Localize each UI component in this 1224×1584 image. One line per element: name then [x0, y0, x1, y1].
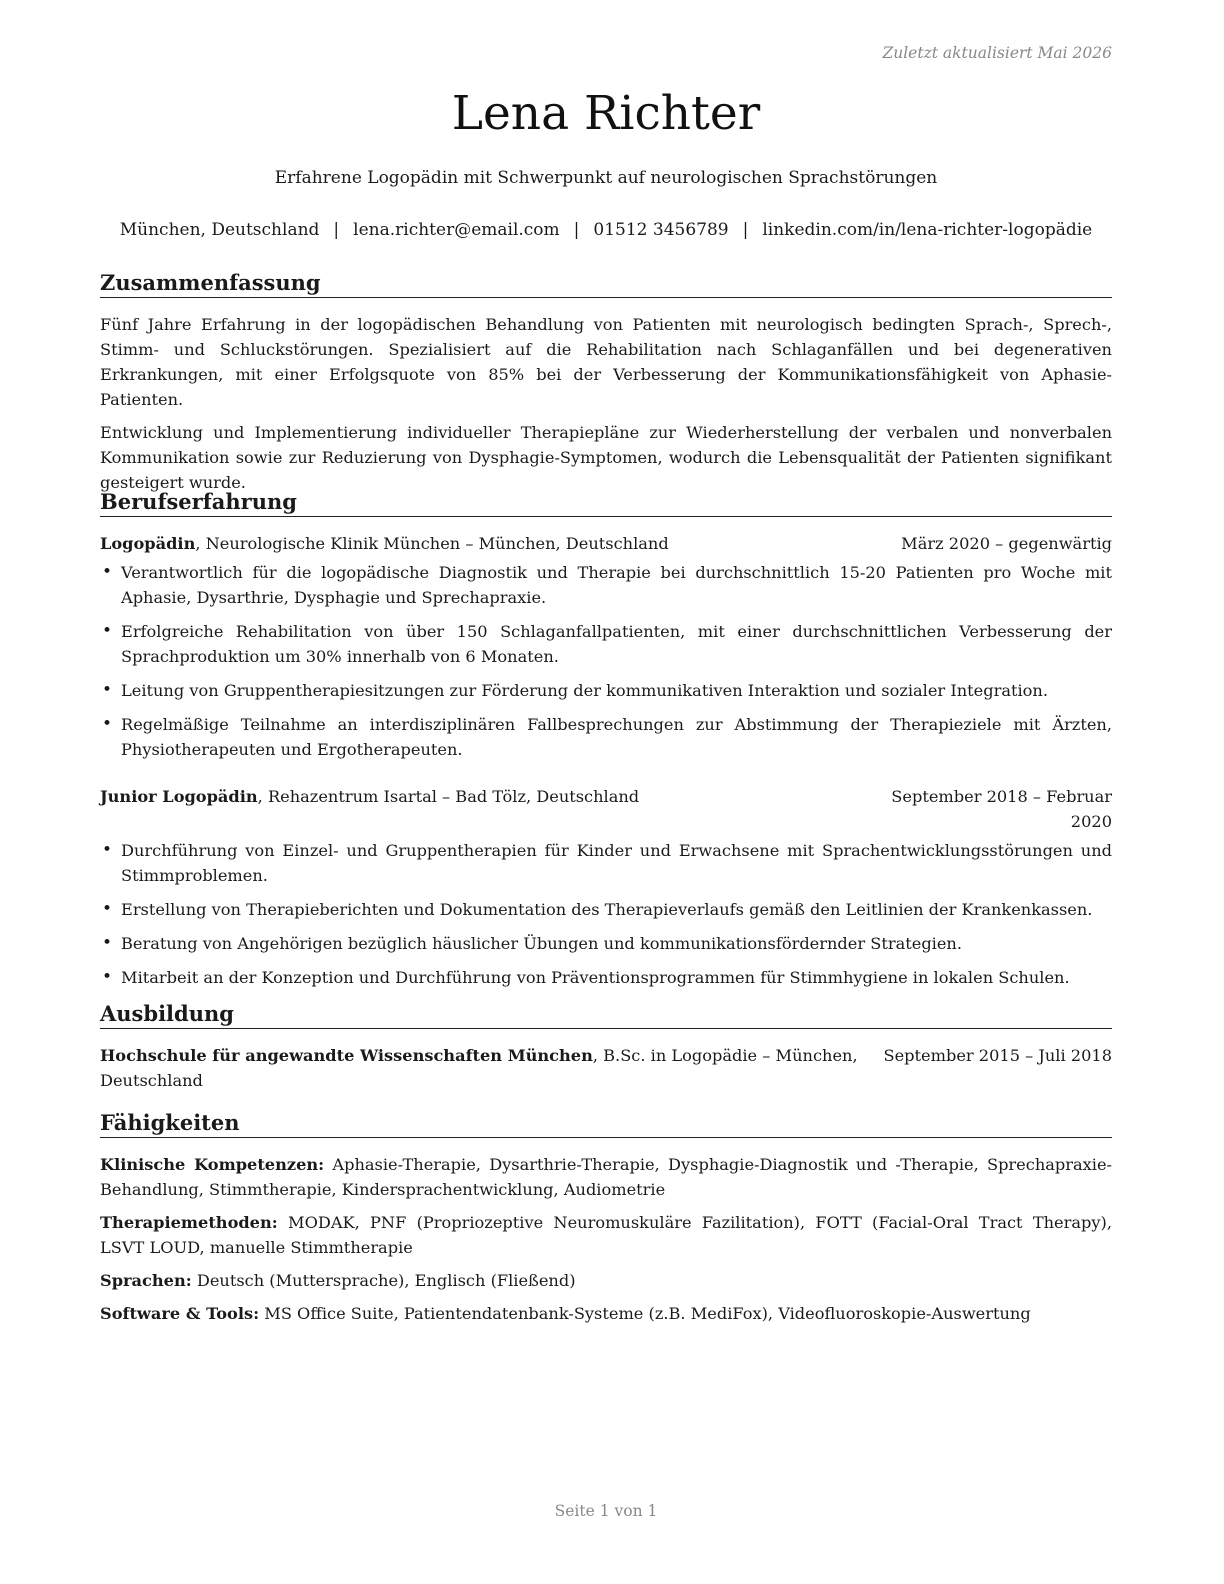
list-item: • Verantwortlich für die logopädische Diagnostik und Therapie bei durchschnittlich 15-20 Patienten pro Woche mit Aphasie, Dysarthrie, Dysphagie und Sprechapraxie.	[100, 560, 1112, 610]
contact-line	[100, 220, 1112, 240]
job-date: März 2020 – gegenwärtig	[901, 534, 1112, 553]
email-link[interactable]: lena.richter@email.com	[353, 220, 560, 240]
job-header	[100, 784, 1112, 834]
job-bullets	[100, 838, 1112, 990]
resume-page	[100, 0, 1112, 1584]
summary-paragraph: Entwicklung und Implementierung individueller Therapiepläne zur Wiederherstellung der verbalen und nonverbalen Kommunikation sowie zur Reduzierung von Dysphagie-Symptomen, wodurch die Lebensqualität der Patienten signifikant gesteigert wurde.	[100, 423, 1112, 492]
section-title: Fähigkeiten	[100, 1110, 1112, 1138]
skill-row	[100, 1268, 1112, 1293]
location: München, Deutschland	[119, 220, 320, 240]
section-title: Zusammenfassung	[100, 270, 1112, 298]
skill-text: MS Office Suite, Patientendatenbank-Systeme (z.B. MediFox), Videofluoroskopie-Auswertung	[259, 1304, 1031, 1323]
list-item: • Beratung von Angehörigen bezüglich häuslicher Übungen und kommunikationsfördernder Strategien.	[100, 931, 1112, 956]
last-updated: Zuletzt aktualisiert Mai 2026	[882, 44, 1112, 62]
list-item: • Durchführung von Einzel- und Gruppentherapien für Kinder und Erwachsene mit Sprachentwicklungsstörungen und Stimmproblemen.	[100, 838, 1112, 888]
job-role	[100, 784, 872, 834]
school-name: Hochschule für angewandte Wissenschaften München	[100, 1046, 593, 1065]
skill-label: Klinische Kompetenzen:	[100, 1155, 325, 1174]
job-title: Logopädin	[100, 534, 196, 553]
list-item: • Regelmäßige Teilnahme an interdisziplinären Fallbesprechungen zur Abstimmung der Therapieziele mit Ärzten, Physiotherapeuten und Ergotherapeuten.	[100, 712, 1112, 762]
headline: Erfahrene Logopädin mit Schwerpunkt auf neurologischen Sprachstörungen	[274, 168, 938, 188]
page-number: Seite 1 von 1	[554, 1502, 658, 1520]
phone: 01512 3456789	[593, 220, 729, 240]
skill-text: Deutsch (Muttersprache), Englisch (Fließend)	[191, 1271, 576, 1290]
job-header	[100, 531, 1112, 556]
summary-section	[100, 270, 1112, 503]
job-date: September 2018 – Februar 2020	[891, 787, 1112, 831]
job-entry	[100, 784, 1112, 990]
job-bullets	[100, 560, 1112, 762]
education-degree	[100, 1043, 872, 1093]
separator: |	[573, 220, 580, 240]
experience-section	[100, 489, 1112, 999]
skill-text: MODAK, PNF (Propriozeptive Neuromuskuläre Fazilitation), FOTT (Facial-Oral Tract Therapy), LSVT LOUD, manuelle Stimmtherapie	[100, 1213, 1112, 1257]
education-section	[100, 1001, 1112, 1093]
skill-label: Sprachen:	[100, 1271, 192, 1290]
education-entry	[100, 1043, 1112, 1093]
job-org: , Rehazentrum Isartal – Bad Tölz, Deutschland	[257, 787, 640, 806]
job-entry	[100, 531, 1112, 762]
separator: |	[333, 220, 340, 240]
job-org: , Neurologische Klinik München – München, Deutschland	[195, 534, 669, 553]
skill-row	[100, 1152, 1112, 1202]
skills-section	[100, 1110, 1112, 1334]
job-title: Junior Logopädin	[100, 787, 258, 806]
list-item: • Mitarbeit an der Konzeption und Durchführung von Präventionsprogrammen für Stimmhygiene in lokalen Schulen.	[100, 965, 1112, 990]
linkedin-link[interactable]: linkedin.com/in/lena-richter-logopädie	[762, 220, 1093, 240]
list-item: • Erfolgreiche Rehabilitation von über 150 Schlaganfallpatienten, mit einer durchschnittlichen Verbesserung der Sprachproduktion um 30% innerhalb von 6 Monaten.	[100, 619, 1112, 669]
skill-row	[100, 1210, 1112, 1260]
degree-detail: , B.Sc. in Logopädie – München, Deutschland	[100, 1046, 858, 1090]
skill-label: Software & Tools:	[100, 1304, 260, 1323]
section-title: Ausbildung	[100, 1001, 1112, 1029]
list-item: • Leitung von Gruppentherapiesitzungen zur Förderung der kommunikativen Interaktion und sozialer Integration.	[100, 678, 1112, 703]
list-item: • Erstellung von Therapieberichten und Dokumentation des Therapieverlaufs gemäß den Leitlinien der Krankenkassen.	[100, 897, 1112, 922]
skill-row	[100, 1301, 1112, 1326]
section-title: Berufserfahrung	[100, 489, 1112, 517]
skill-label: Therapiemethoden:	[100, 1213, 278, 1232]
separator: |	[742, 220, 749, 240]
job-role	[100, 531, 872, 556]
education-date: September 2015 – Juli 2018	[883, 1046, 1112, 1065]
summary-paragraph: Fünf Jahre Erfahrung in der logopädischen Behandlung von Patienten mit neurologisch bedingten Sprach-, Sprech-, Stimm- und Schluckstörungen. Spezialisiert auf die Rehabilitation nach Schlaganfällen und bei degenerativen Erkrankungen, mit einer Erfolgsquote von 85% bei der Verbesserung der Kommunikationsfähigkeit von Aphasie-Patienten.	[100, 315, 1112, 409]
skill-text: Aphasie-Therapie, Dysarthrie-Therapie, Dysphagie-Diagnostik und -Therapie, Sprechapraxie-Behandlung, Stimmtherapie, Kindersprachentwicklung, Audiometrie	[100, 1155, 1113, 1199]
candidate-name: Lena Richter	[451, 86, 761, 141]
